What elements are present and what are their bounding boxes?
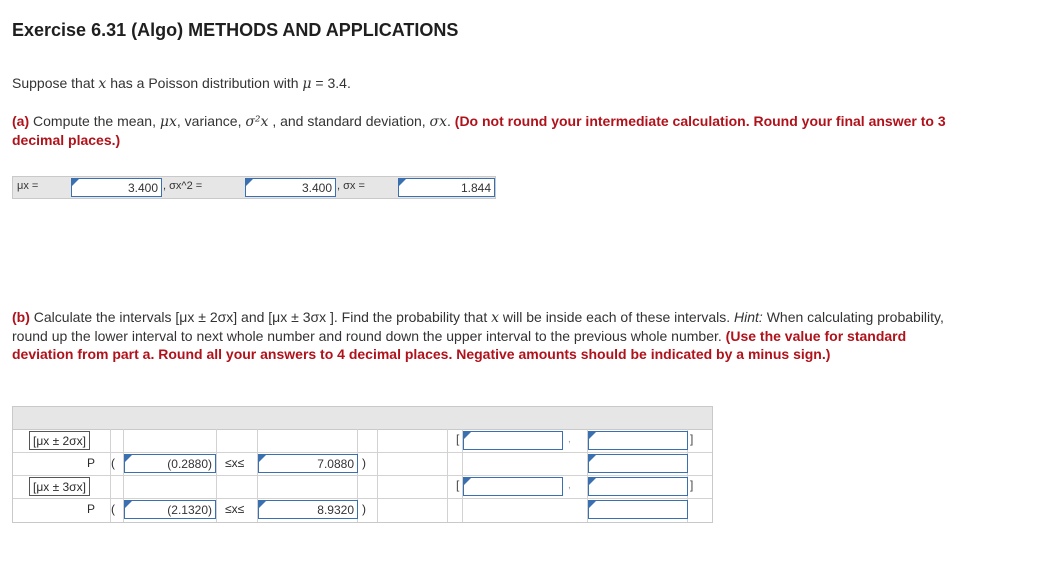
prob-2sd-upper-input[interactable]: 7.0880 (258, 454, 358, 473)
part-a-text-2: , variance, (176, 113, 246, 129)
probability-label: P (87, 502, 96, 516)
part-a-text: Compute the mean, (29, 113, 160, 129)
separator: , (568, 434, 571, 445)
sd-input[interactable]: 1.844 (398, 178, 495, 197)
part-a-text-4: . (447, 113, 455, 129)
mean-input[interactable]: 3.400 (71, 178, 162, 197)
interval-3sd-label: [μx ± 3σx] (29, 477, 90, 496)
inequality: ≤x≤ (225, 502, 245, 516)
part-b-var: x (491, 310, 500, 326)
intro-text-3: = 3.4. (311, 75, 351, 91)
interval-2sd-upper-input[interactable] (588, 431, 688, 450)
mean-label: μx = (17, 180, 39, 192)
prob-2sd-lower-input[interactable]: (0.2880) (124, 454, 216, 473)
mu-x-symbol: μx (159, 114, 177, 130)
interval-2sd-lower-input[interactable] (463, 431, 563, 450)
prob-3sd-lower-input[interactable]: (2.1320) (124, 500, 216, 519)
inequality: ≤x≤ (225, 456, 245, 470)
part-a-prefix: (a) (12, 113, 30, 129)
close-bracket: ] (690, 478, 694, 492)
interval-3sd-lower-input[interactable] (463, 477, 563, 496)
table-row (13, 452, 712, 476)
interval-3sd-upper-input[interactable] (588, 477, 688, 496)
intro-text-2: has a Poisson distribution with (106, 75, 303, 91)
probability-label: P (87, 456, 96, 470)
part-b-table (12, 406, 713, 523)
open-bracket: [ (456, 432, 460, 446)
table-row (13, 429, 712, 453)
open-bracket: [ (456, 478, 460, 492)
intro-var: x (98, 76, 107, 92)
separator: , (568, 480, 571, 491)
open-paren: ( (111, 502, 115, 516)
part-a-instructions: (Do not round your intermediate calculation. Round your final answer to 3 decimal places.) (12, 113, 946, 148)
part-b-instructions: (Use the value for standard deviation from part a. Round all your answers to 4 decimal places. Negative amounts should be indicated by a minus sign.) (12, 328, 907, 362)
prob-3sd-answer-input[interactable] (588, 500, 688, 519)
prob-2sd-answer-input[interactable] (588, 454, 688, 473)
prob-3sd-upper-input[interactable]: 8.9320 (258, 500, 358, 519)
table-row (13, 475, 712, 499)
part-b-question (12, 308, 952, 363)
open-paren: ( (111, 456, 115, 470)
sigma-squared-symbol: σ²x (245, 114, 269, 130)
page-title: Exercise 6.31 (Algo) METHODS AND APPLICATIONS (12, 20, 459, 40)
variance-label: , σx^2 = (163, 180, 203, 192)
problem-intro (12, 74, 351, 93)
hint-text: When calculating probability, round up the lower interval to next whole number and round down the upper interval to the previous whole number. (12, 309, 944, 344)
variance-input[interactable]: 3.400 (245, 178, 336, 197)
mu-symbol: μ (302, 76, 312, 92)
close-paren: ) (362, 502, 366, 516)
intro-text: Suppose that (12, 75, 99, 91)
part-b-text: Calculate the intervals [μx ± 2σx] and [μx ± 3σx ]. Find the probability that (29, 309, 492, 325)
table-header (13, 407, 712, 430)
part-a-answer-row (12, 176, 496, 199)
part-b-prefix: (b) (12, 309, 30, 325)
table-row (13, 498, 712, 521)
interval-2sd-label: [μx ± 2σx] (29, 431, 90, 450)
sigma-x-symbol: σx (429, 114, 447, 130)
part-a-question (12, 112, 972, 149)
close-paren: ) (362, 456, 366, 470)
sd-label: , σx = (337, 180, 365, 192)
part-b-text-2: will be inside each of these intervals. (499, 309, 735, 325)
hint-label: Hint: (734, 309, 763, 325)
close-bracket: ] (690, 432, 694, 446)
part-a-text-3: , and standard deviation, (268, 113, 430, 129)
